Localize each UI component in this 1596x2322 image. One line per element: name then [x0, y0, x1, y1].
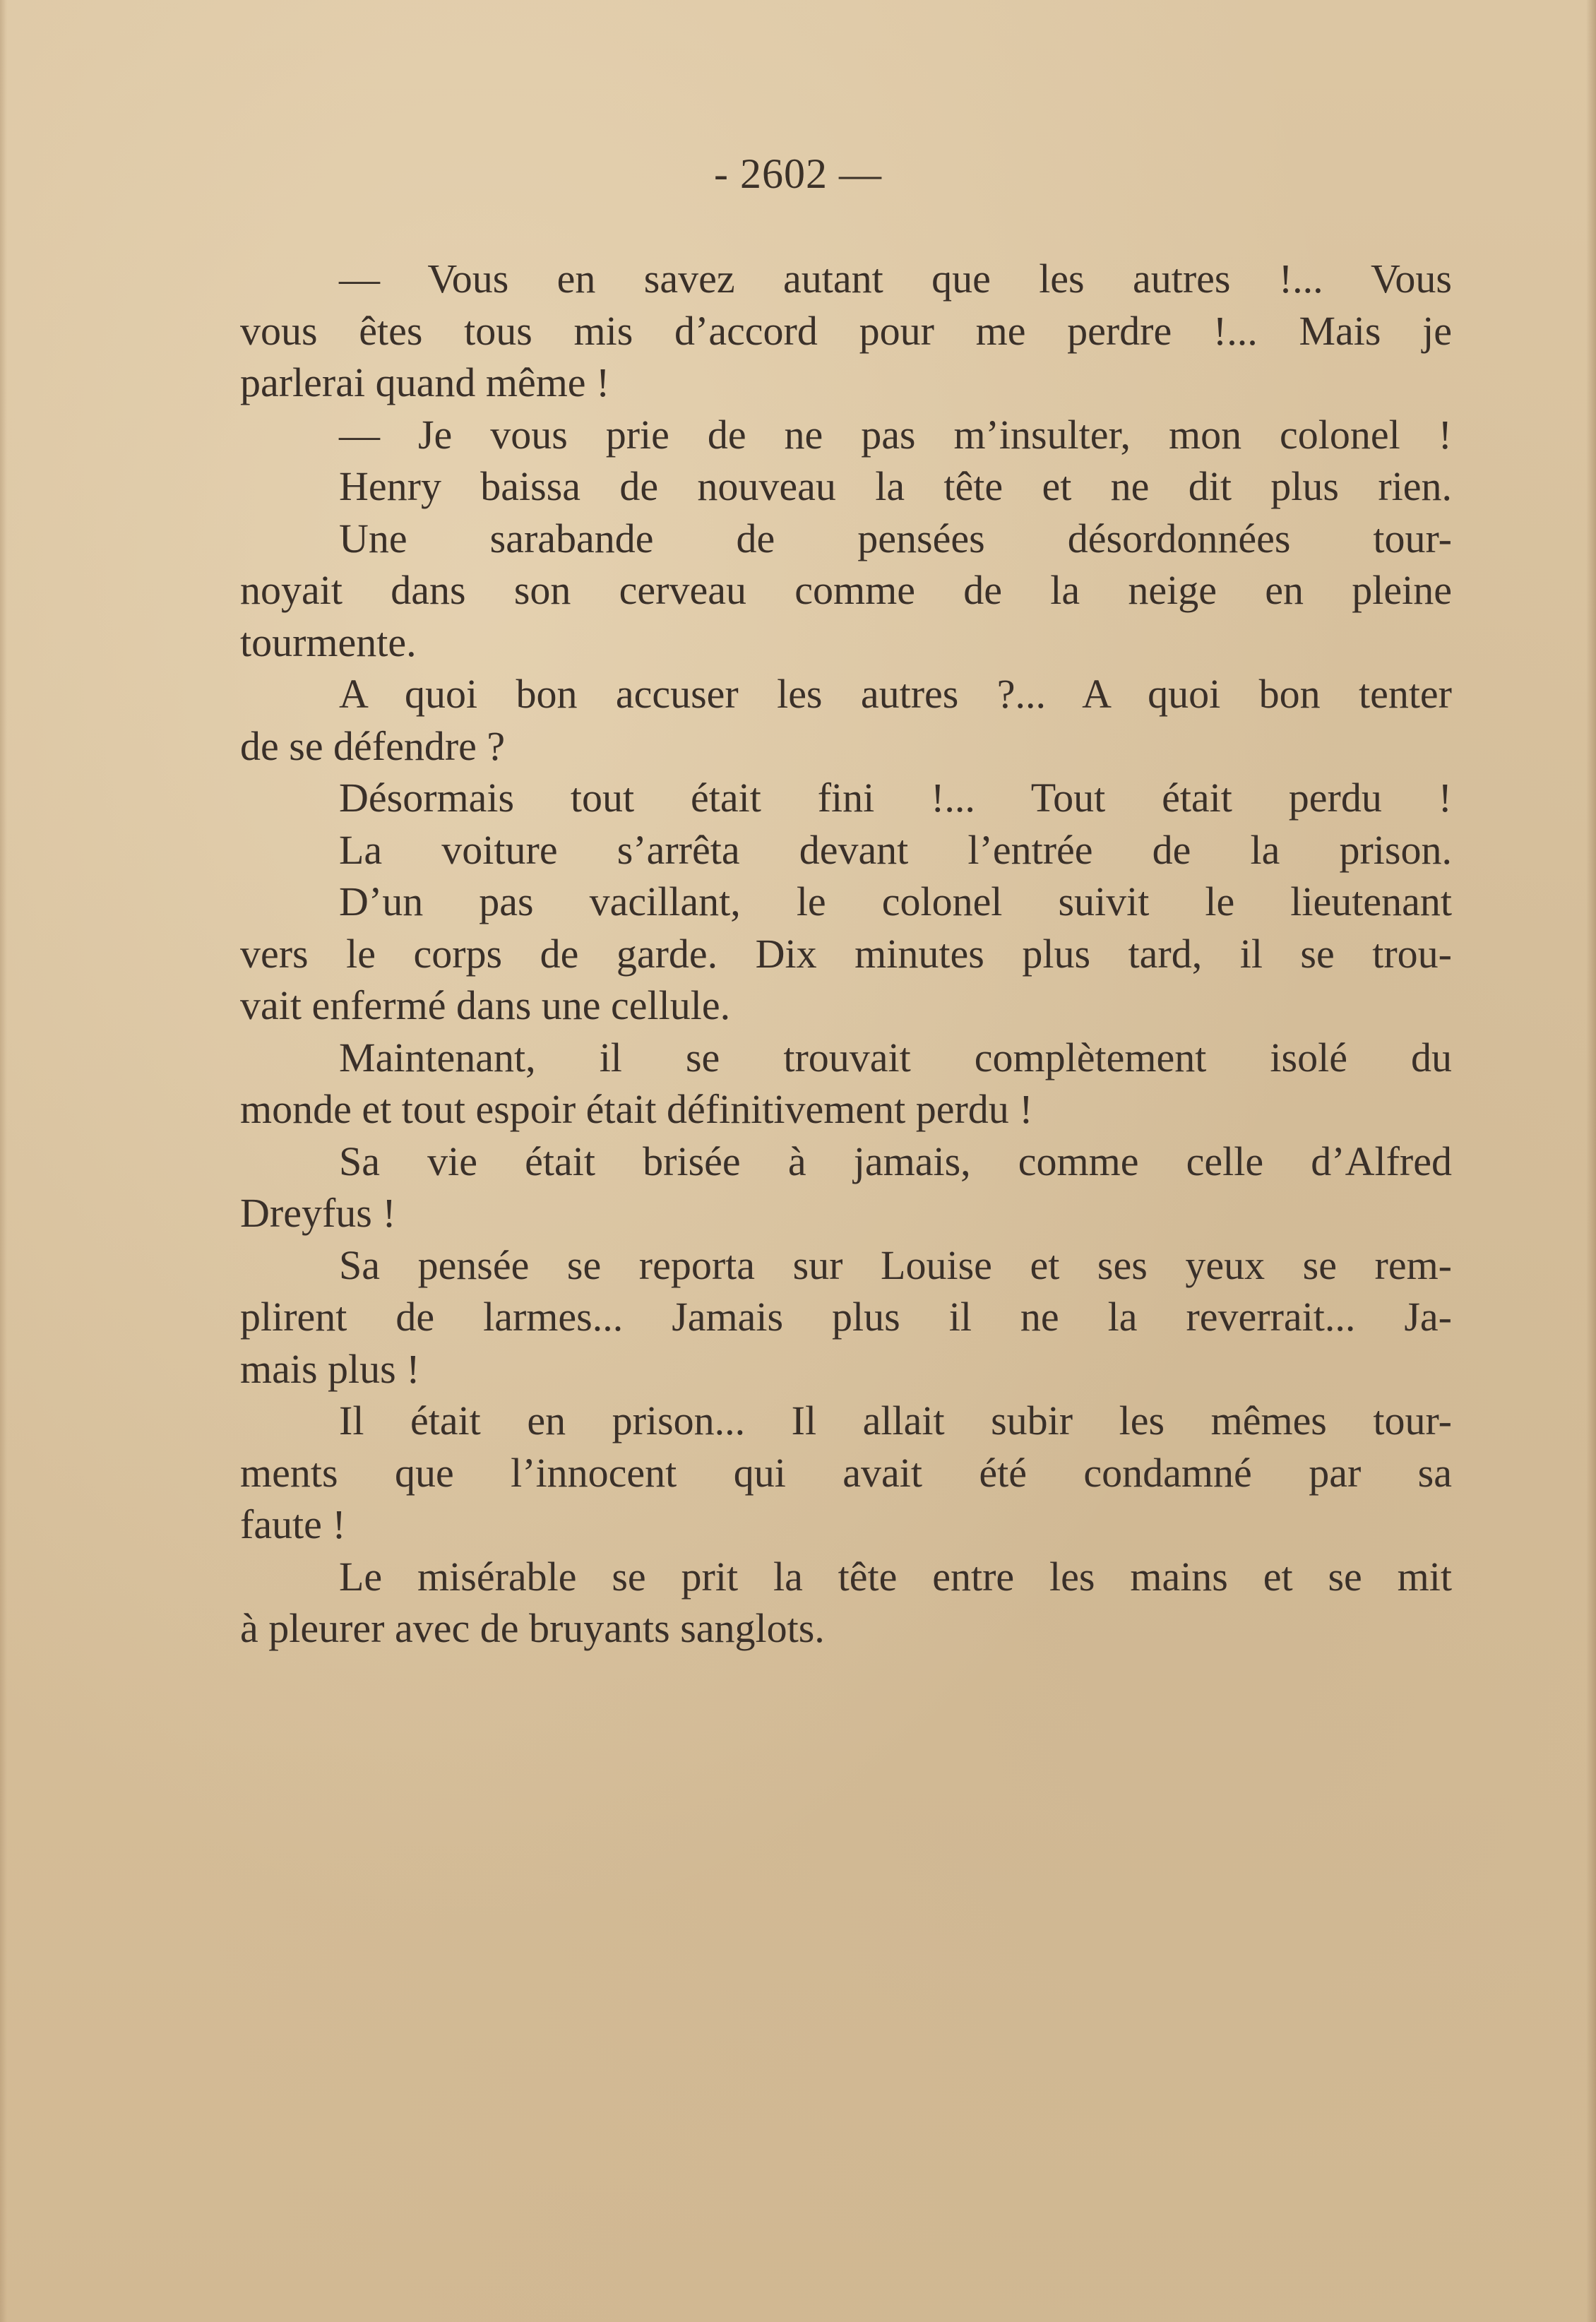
text-line: faute !	[240, 1501, 346, 1547]
text-line: Désormais tout était fini !... Tout était perdu !	[339, 775, 1452, 821]
text-line: Sa pensée se reporta sur Louise et ses yeux se rem-	[339, 1242, 1452, 1288]
text-line: D’un pas vacillant, le colonel suivit le lieutenant	[339, 879, 1452, 924]
text-line: Une sarabande de pensées désordonnées tour-	[339, 515, 1452, 561]
text-line: La voiture s’arrêta devant l’entrée de la prison.	[339, 826, 1452, 873]
text-line: Il était en prison... Il allait subir les mêmes tour-	[339, 1398, 1452, 1443]
text-line: vait enfermé dans une cellule.	[240, 982, 731, 1028]
text-line: mais plus !	[240, 1345, 420, 1392]
text-line: vers le corps de garde. Dix minutes plus tard, il se trou-	[240, 930, 1452, 977]
text-line: noyait dans son cerveau comme de la neige en pleine	[240, 567, 1452, 613]
text-line: vous êtes tous mis d’accord pour me perdre !... Mais je	[240, 307, 1452, 354]
text-line: plirent de larmes... Jamais plus il ne la reverrait... Ja-	[240, 1294, 1452, 1340]
text-line: Dreyfus !	[240, 1190, 396, 1236]
page-right-edge-shadow	[1586, 0, 1596, 2322]
page-number: - 2602 —	[714, 150, 882, 197]
text-line: Henry baissa de nouveau la tête et ne dit plus rien.	[339, 463, 1452, 509]
text-line: A quoi bon accuser les autres ?... A quoi bon tenter	[339, 671, 1452, 717]
text-line: tourmente.	[240, 619, 417, 665]
text-line: — Vous en savez autant que les autres !... Vous	[339, 256, 1452, 302]
page-left-edge-shadow	[0, 0, 7, 2322]
text-line: Maintenant, il se trouvait complètement isolé du	[339, 1034, 1452, 1080]
text-line: monde et tout espoir était définitivement perdu !	[240, 1086, 1033, 1132]
text-line: ments que l’innocent qui avait été condamné par sa	[240, 1449, 1452, 1496]
body-text	[240, 253, 1452, 1655]
text-line: Le misérable se prit la tête entre les mains et se mit	[339, 1553, 1452, 1600]
text-line: à pleurer avec de bruyants sanglots.	[240, 1605, 825, 1651]
text-line: Sa vie était brisée à jamais, comme celle d’Alfred	[339, 1138, 1452, 1184]
text-line: de se défendre ?	[240, 722, 506, 769]
text-line: parlerai quand même !	[240, 359, 610, 405]
text-line: — Je vous prie de ne pas m’insulter, mon colonel !	[339, 411, 1452, 458]
